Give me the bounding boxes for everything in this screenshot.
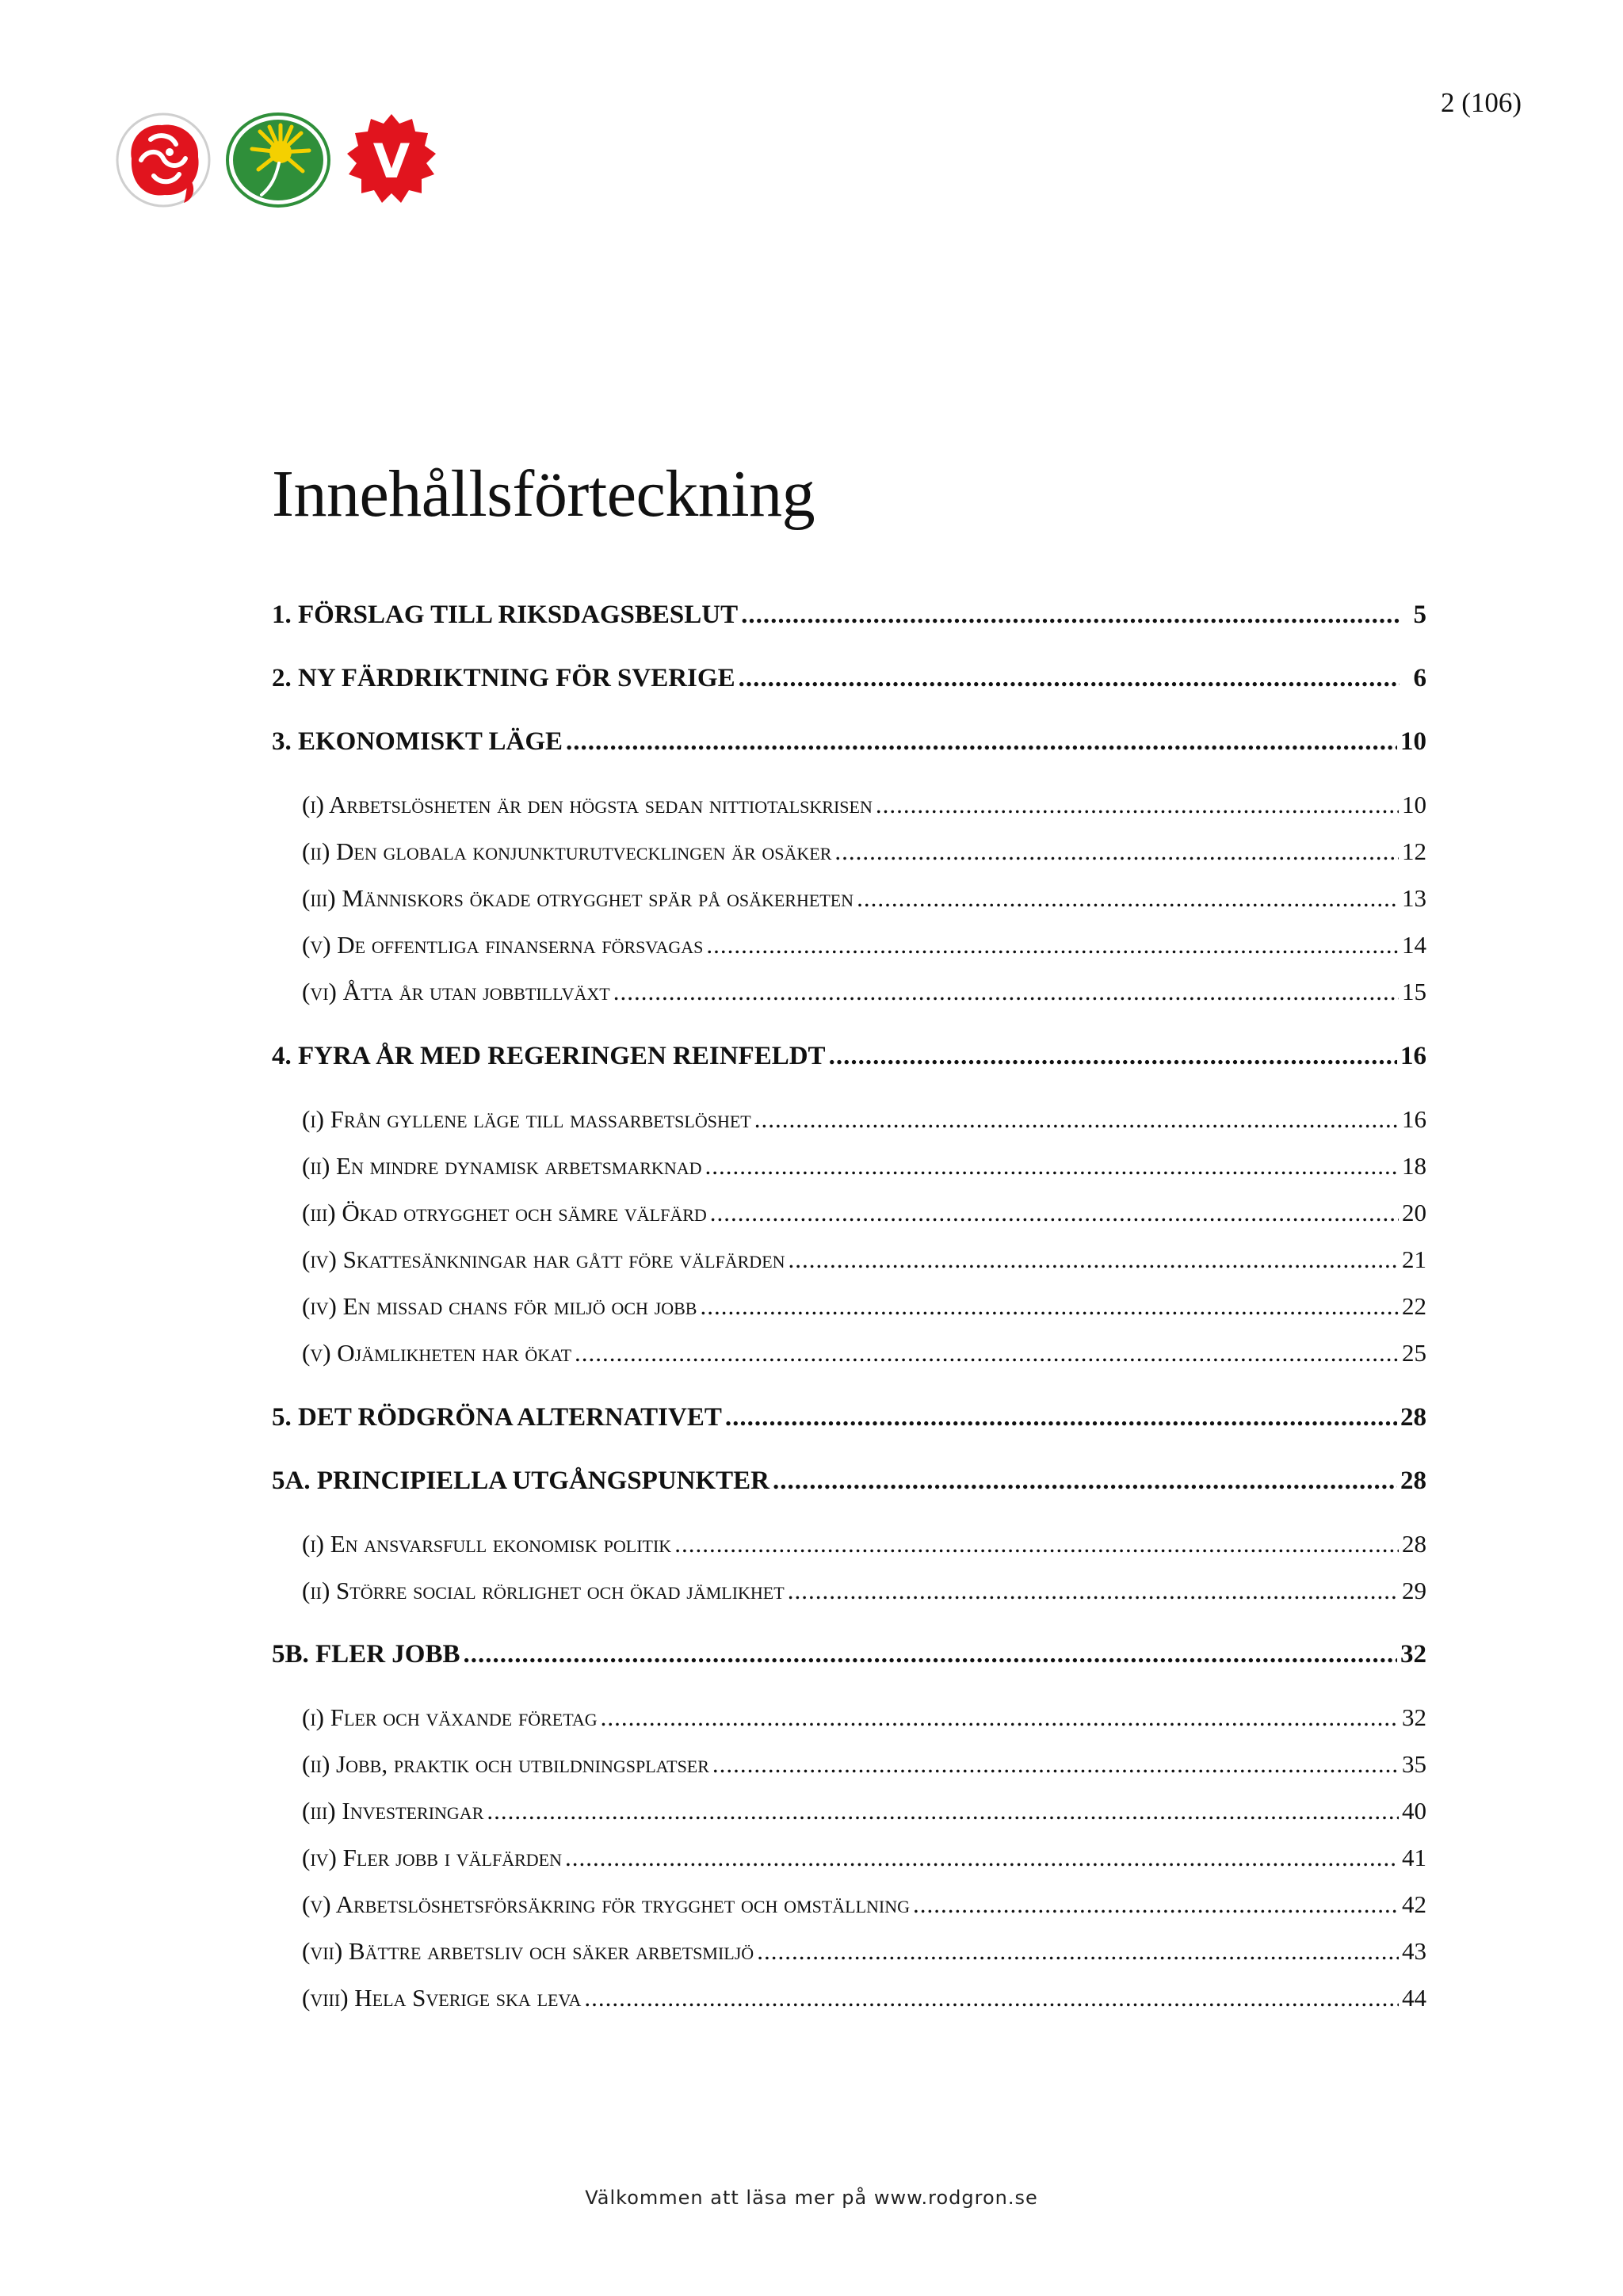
toc-entry-page: 40 (1402, 1797, 1426, 1825)
toc-entry-label: 3. EKONOMISKT LÄGE (272, 727, 563, 756)
toc-entry-page: 6 (1413, 664, 1426, 692)
toc-dot-leader (710, 1200, 1399, 1225)
toc-dot-leader (741, 602, 1400, 628)
footer-text: Välkommen att läsa mer på www.rodgron.se (585, 2187, 1038, 2209)
toc-entry-main[interactable] (272, 729, 1426, 755)
toc-dot-leader (584, 1985, 1399, 2010)
toc-dot-leader (613, 979, 1399, 1004)
toc-entry-sub[interactable] (302, 1985, 1426, 2010)
toc-entry-page: 41 (1402, 1844, 1426, 1871)
toc-entry-sub[interactable] (302, 1845, 1426, 1870)
toc-entry-page: 44 (1402, 1984, 1426, 2012)
toc-entry-page: 10 (1402, 791, 1426, 818)
toc-dot-leader (712, 1752, 1399, 1776)
toc-entry-page: 22 (1402, 1292, 1426, 1320)
toc-entry-sub[interactable] (302, 1107, 1426, 1131)
v-letter: V (372, 134, 411, 189)
toc-entry-page: 10 (1400, 727, 1426, 756)
toc-dot-leader (463, 1642, 1397, 1668)
toc-entry-main[interactable] (272, 1405, 1426, 1431)
toc-title: Innehållsförteckning (272, 457, 815, 531)
toc-entry-label: (viii) Hela Sverige ska leva (302, 1984, 582, 2012)
toc-dot-leader (705, 1154, 1399, 1178)
toc-dot-leader (754, 1107, 1399, 1131)
toc-entry-label: 5. DET RÖDGRÖNA ALTERNATIVET (272, 1403, 722, 1432)
toc-entry-label: 1. FÖRSLAG TILL RIKSDAGSBESLUT (272, 601, 739, 629)
toc-entry-label: 4. FYRA ÅR MED REGERINGEN REINFELDT (272, 1042, 826, 1070)
toc-entry-sub[interactable] (302, 1705, 1426, 1730)
toc-entry-label: (vi) Åtta år utan jobbtillväxt (302, 978, 610, 1005)
toc-entry-label: (v) De offentliga finanserna försvagas (302, 931, 704, 959)
toc-entry-main[interactable] (272, 1043, 1426, 1070)
toc-entry-label: (iii) Ökad otrygghet och sämre välfärd (302, 1199, 707, 1226)
toc-entry-sub[interactable] (302, 1578, 1426, 1603)
toc-dot-leader (834, 839, 1399, 864)
toc-entry-label: (i) En ansvarsfull ekonomisk politik (302, 1530, 672, 1558)
toc-dot-leader (575, 1341, 1399, 1365)
toc-entry-label: (iii) Människors ökade otrygghet spär på osäkerheten (302, 884, 854, 912)
toc-entry-page: 25 (1402, 1339, 1426, 1367)
toc-entry-sub[interactable] (302, 1939, 1426, 1963)
toc-entry-sub[interactable] (302, 979, 1426, 1004)
toc-entry-sub[interactable] (302, 1294, 1426, 1318)
toc-entry-page: 20 (1402, 1199, 1426, 1226)
s-rose-logo (114, 111, 213, 210)
toc-entry-page: 13 (1402, 884, 1426, 912)
v-carnation-logo (342, 111, 441, 210)
toc-entry-sub[interactable] (302, 1200, 1426, 1225)
toc-dot-leader (739, 666, 1400, 692)
toc-dot-leader (565, 1845, 1399, 1870)
toc-entry-page: 12 (1402, 837, 1426, 865)
toc-entry-main[interactable] (272, 1642, 1426, 1668)
toc-entry-page: 28 (1400, 1403, 1426, 1432)
toc-entry-sub[interactable] (302, 1247, 1426, 1272)
toc-dot-leader (789, 1247, 1399, 1272)
toc-entry-main[interactable] (272, 1468, 1426, 1494)
toc-entry-sub[interactable] (302, 1154, 1426, 1178)
toc-entry-label: (i) Från gyllene läge till massarbetslöshet (302, 1105, 751, 1133)
toc-entry-sub[interactable] (302, 1752, 1426, 1776)
toc-entry-page: 28 (1400, 1466, 1426, 1495)
toc-entry-label: (v) Ojämlikheten har ökat (302, 1339, 572, 1367)
toc-dot-leader (566, 729, 1397, 755)
toc-entry-label: (ii) Jobb, praktik och utbildningsplatser (302, 1750, 709, 1778)
toc-dot-leader (757, 1939, 1399, 1963)
toc-dot-leader (700, 1294, 1399, 1318)
toc-entry-label: (vii) Bättre arbetsliv och säker arbetsmiljö (302, 1937, 754, 1965)
toc-entry-label: (iv) Fler jobb i välfärden (302, 1844, 562, 1871)
toc-entry-sub[interactable] (302, 792, 1426, 817)
mp-dandelion-logo (225, 111, 332, 210)
toc-entry-sub[interactable] (302, 1798, 1426, 1823)
toc-entry-label: (iv) Skattesänkningar har gått före välfärden (302, 1245, 785, 1273)
toc-dot-leader (601, 1705, 1399, 1730)
toc-entry-label: (ii) Den globala konjunkturutvecklingen är osäker (302, 837, 832, 865)
toc-dot-leader (487, 1798, 1399, 1823)
toc-entry-main[interactable] (272, 602, 1426, 628)
toc-dot-leader (857, 886, 1399, 910)
toc-entry-label: (i) Arbetslösheten är den högsta sedan nittiotalskrisen (302, 791, 873, 818)
toc-dot-leader (876, 792, 1399, 817)
toc-entry-label: (iii) Investeringar (302, 1797, 484, 1825)
toc-dot-leader (725, 1405, 1397, 1431)
toc-entry-page: 16 (1400, 1042, 1426, 1070)
toc-entry-label: (v) Arbetslöshetsförsäkring för trygghet och omställning (302, 1890, 911, 1918)
toc-entry-page: 32 (1402, 1703, 1426, 1731)
toc-entry-page: 16 (1402, 1105, 1426, 1133)
toc-entry-page: 18 (1402, 1152, 1426, 1180)
toc-dot-leader (913, 1892, 1399, 1917)
toc-entry-sub[interactable] (302, 1892, 1426, 1917)
toc-dot-leader (773, 1468, 1397, 1494)
toc-entry-sub[interactable] (302, 1341, 1426, 1365)
toc-dot-leader (674, 1531, 1399, 1556)
toc-entry-page: 32 (1400, 1640, 1426, 1669)
toc-entry-label: 5B. FLER JOBB (272, 1640, 460, 1669)
toc-entry-label: (ii) Större social rörlighet och ökad jämlikhet (302, 1577, 785, 1604)
toc-dot-leader (706, 933, 1399, 957)
toc-entry-sub[interactable] (302, 1531, 1426, 1556)
toc-entry-label: 5A. PRINCIPIELLA UTGÅNGSPUNKTER (272, 1466, 769, 1495)
toc-entry-label: 2. NY FÄRDRIKTNING FÖR SVERIGE (272, 664, 735, 692)
toc-dot-leader (788, 1578, 1399, 1603)
toc-entry-label: (i) Fler och växande företag (302, 1703, 598, 1731)
toc-entry-page: 42 (1402, 1890, 1426, 1918)
toc-entry-page: 5 (1413, 601, 1426, 629)
toc-entry-page: 14 (1402, 931, 1426, 959)
toc-entry-page: 28 (1402, 1530, 1426, 1558)
toc-entry-sub[interactable] (302, 933, 1426, 957)
toc-entry-page: 43 (1402, 1937, 1426, 1965)
toc-entry-page: 15 (1402, 978, 1426, 1005)
toc-entry-sub[interactable] (302, 886, 1426, 910)
page-number: 2 (106) (1440, 87, 1522, 118)
toc-entry-page: 29 (1402, 1577, 1426, 1604)
toc-entry-label: (iv) En missad chans för miljö och jobb (302, 1292, 697, 1320)
toc-entry-main[interactable] (272, 666, 1426, 692)
toc-entry-page: 21 (1402, 1245, 1426, 1273)
party-logos (114, 111, 447, 214)
toc-entry-sub[interactable] (302, 839, 1426, 864)
toc-entry-page: 35 (1402, 1750, 1426, 1778)
toc-dot-leader (829, 1043, 1397, 1070)
toc-entry-label: (ii) En mindre dynamisk arbetsmarknad (302, 1152, 702, 1180)
